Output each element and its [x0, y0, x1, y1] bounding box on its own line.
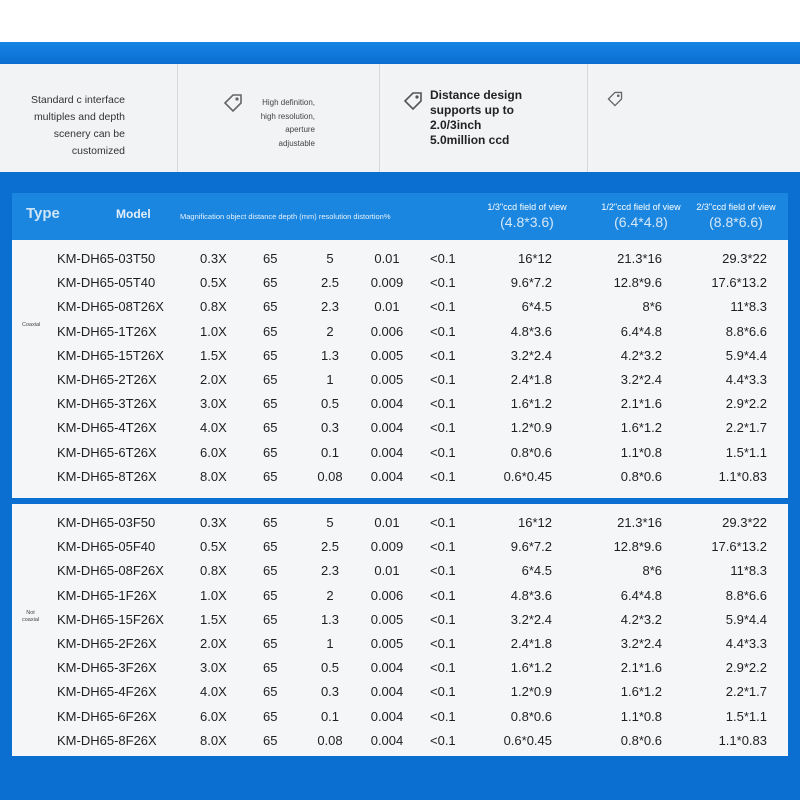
table-row	[12, 368, 788, 392]
distortion-cell: <0.1	[430, 372, 456, 387]
object-distance-cell: 65	[263, 563, 278, 579]
table-row	[12, 535, 788, 559]
distortion-cell: <0.1	[430, 708, 456, 724]
depth-cell: 2	[326, 323, 334, 339]
fov-1-2-cell: 1.1*0.8	[620, 444, 662, 460]
table-row	[12, 729, 788, 753]
table-row	[12, 344, 788, 368]
fov-2-3-cell: 29.3*22	[722, 251, 767, 266]
section-label: Not coaxial	[22, 610, 40, 623]
fov-1-2-cell: 1.1*0.8	[620, 708, 662, 724]
resolution-cell: 0.009	[370, 275, 404, 291]
fov-2-3-cell: 2.9*2.2	[725, 396, 767, 412]
resolution-cell: 0.006	[370, 323, 404, 339]
table-row	[12, 320, 788, 344]
fov-1-3-cell: 9.6*7.2	[510, 275, 552, 291]
header-fov-1-3-sub: (4.8*3.6)	[500, 214, 554, 230]
feature-resolution	[178, 64, 380, 172]
model-cell: KM-DH65-2F26X	[57, 636, 157, 651]
resolution-cell: 0.004	[370, 420, 404, 436]
object-distance-cell: 65	[263, 684, 278, 700]
model-cell: KM-DH65-08T26X	[57, 299, 164, 315]
fov-2-3-cell: 11*8.3	[730, 299, 767, 315]
fov-1-2-cell: 2.1*1.6	[620, 660, 662, 676]
resolution-cell: 0.004	[370, 660, 404, 676]
distortion-cell: <0.1	[430, 732, 456, 748]
object-distance-cell: 65	[263, 611, 278, 627]
header-fov-2-3-sub: (8.8*6.6)	[709, 214, 763, 230]
header-model: Model	[116, 207, 151, 221]
distortion-cell: <0.1	[430, 539, 456, 555]
magnification-cell: 2.0X	[200, 372, 227, 387]
header-fov-2-3	[680, 202, 792, 230]
header-fov-2-3-label: 2/3"ccd field of view	[696, 202, 776, 212]
table-row	[12, 584, 788, 608]
depth-cell: 0.5	[320, 396, 340, 412]
fov-2-3-cell: 2.2*1.7	[725, 684, 767, 700]
depth-cell: 2	[326, 587, 334, 603]
header-params: Magnification object distance depth (mm) resolution distortion%	[180, 212, 391, 221]
object-distance-cell: 65	[263, 660, 278, 676]
tag-icon	[402, 90, 424, 117]
resolution-cell: 0.01	[374, 515, 400, 530]
feature-extra-text: ... ... ... ... ... ...	[622, 89, 653, 128]
resolution-cell: 0.004	[370, 396, 404, 412]
fov-2-3-cell: 5.9*4.4	[725, 347, 767, 363]
model-cell: KM-DH65-08F26X	[57, 563, 164, 579]
magnification-cell: 1.0X	[200, 587, 227, 603]
fov-1-2-cell: 21.3*16	[617, 515, 662, 530]
distortion-cell: <0.1	[430, 611, 456, 627]
table-row	[12, 416, 788, 440]
fov-1-2-cell: 6.4*4.8	[620, 587, 662, 603]
depth-cell: 0.5	[320, 660, 340, 676]
distortion-cell: <0.1	[430, 347, 456, 363]
feature-extra	[588, 64, 800, 172]
fov-1-3-cell: 16*12	[518, 251, 552, 266]
magnification-cell: 0.5X	[200, 539, 227, 555]
depth-cell: 0.3	[320, 420, 340, 436]
magnification-cell: 3.0X	[200, 660, 227, 676]
feature-strip	[0, 64, 800, 172]
fov-1-2-cell: 1.6*1.2	[620, 684, 662, 700]
resolution-cell: 0.01	[374, 299, 400, 315]
distortion-cell: <0.1	[430, 420, 456, 436]
feature-distance-text: Distance design supports up to 2.0/3inch 5.0million ccd	[430, 88, 523, 147]
fov-1-3-cell: 4.8*3.6	[510, 587, 552, 603]
distortion-cell: <0.1	[430, 251, 456, 266]
fov-2-3-cell: 5.9*4.4	[725, 611, 767, 627]
fov-1-3-cell: 0.8*0.6	[510, 708, 552, 724]
model-cell: KM-DH65-15T26X	[57, 347, 164, 363]
resolution-cell: 0.005	[370, 611, 404, 627]
table-row	[12, 632, 788, 656]
object-distance-cell: 65	[263, 372, 278, 387]
fov-1-3-cell: 9.6*7.2	[510, 539, 552, 555]
fov-1-3-cell: 3.2*2.4	[510, 347, 552, 363]
distortion-cell: <0.1	[430, 587, 456, 603]
fov-2-3-cell: 8.8*6.6	[725, 587, 767, 603]
object-distance-cell: 65	[263, 636, 278, 651]
model-cell: KM-DH65-3F26X	[57, 660, 157, 676]
fov-2-3-cell: 1.5*1.1	[725, 708, 767, 724]
fov-2-3-cell: 2.2*1.7	[725, 420, 767, 436]
model-cell: KM-DH65-1F26X	[57, 587, 157, 603]
depth-cell: 0.08	[317, 732, 343, 748]
depth-cell: 2.5	[320, 539, 340, 555]
model-cell: KM-DH65-05F40	[57, 539, 156, 555]
table-row	[12, 608, 788, 632]
magnification-cell: 3.0X	[200, 396, 227, 412]
depth-cell: 1	[326, 636, 334, 651]
depth-cell: 0.3	[320, 684, 340, 700]
object-distance-cell: 65	[263, 732, 278, 748]
header-fov-1-3	[468, 202, 586, 230]
object-distance-cell: 65	[263, 275, 278, 291]
depth-cell: 0.08	[317, 468, 343, 484]
fov-2-3-cell: 17.6*13.2	[711, 539, 767, 555]
fov-1-2-cell: 8*6	[642, 563, 662, 579]
distortion-cell: <0.1	[430, 684, 456, 700]
depth-cell: 1.3	[320, 347, 340, 363]
depth-cell: 0.1	[320, 444, 340, 460]
table-row	[12, 247, 788, 271]
feature-interface	[0, 64, 178, 172]
distortion-cell: <0.1	[430, 323, 456, 339]
fov-2-3-cell: 29.3*22	[722, 515, 767, 530]
magnification-cell: 6.0X	[200, 708, 227, 724]
magnification-cell: 0.3X	[200, 515, 227, 530]
fov-1-2-cell: 3.2*2.4	[620, 372, 662, 387]
fov-2-3-cell: 2.9*2.2	[725, 660, 767, 676]
depth-cell: 1.3	[320, 611, 340, 627]
magnification-cell: 6.0X	[200, 444, 227, 460]
header-fov-1-2-label: 1/2"ccd field of view	[601, 202, 681, 212]
fov-1-3-cell: 1.6*1.2	[510, 396, 552, 412]
fov-1-2-cell: 8*6	[642, 299, 662, 315]
model-cell: KM-DH65-2T26X	[57, 372, 157, 387]
magnification-cell: 0.5X	[200, 275, 227, 291]
fov-1-2-cell: 12.8*9.6	[613, 539, 662, 555]
fov-1-2-cell: 12.8*9.6	[613, 275, 662, 291]
object-distance-cell: 65	[263, 251, 278, 266]
section-not-coaxial	[12, 504, 788, 756]
fov-2-3-cell: 4.4*3.3	[725, 636, 767, 651]
fov-1-3-cell: 0.6*0.45	[503, 732, 552, 748]
header-type: Type	[26, 205, 60, 222]
model-cell: KM-DH65-15F26X	[57, 611, 164, 627]
model-cell: KM-DH65-05T40	[57, 275, 156, 291]
resolution-cell: 0.009	[370, 539, 404, 555]
distortion-cell: <0.1	[430, 444, 456, 460]
header-fov-1-3-label: 1/3"ccd field of view	[487, 202, 567, 212]
fov-1-3-cell: 1.6*1.2	[510, 660, 552, 676]
fov-1-3-cell: 2.4*1.8	[510, 372, 552, 387]
feature-interface-text: Standard c interface multiples and depth scenery can be customized	[31, 94, 125, 157]
object-distance-cell: 65	[263, 323, 278, 339]
depth-cell: 2.5	[320, 275, 340, 291]
object-distance-cell: 65	[263, 539, 278, 555]
fov-1-2-cell: 0.8*0.6	[620, 468, 662, 484]
fov-1-3-cell: 4.8*3.6	[510, 323, 552, 339]
section-label: Coaxial	[22, 322, 41, 328]
object-distance-cell: 65	[263, 347, 278, 363]
table-row	[12, 271, 788, 295]
tag-icon	[222, 92, 244, 119]
distortion-cell: <0.1	[430, 396, 456, 412]
object-distance-cell: 65	[263, 587, 278, 603]
object-distance-cell: 65	[263, 708, 278, 724]
table-row	[12, 441, 788, 465]
fov-1-3-cell: 0.6*0.45	[503, 468, 552, 484]
fov-1-2-cell: 3.2*2.4	[620, 636, 662, 651]
depth-cell: 2.3	[320, 563, 340, 579]
magnification-cell: 1.0X	[200, 323, 227, 339]
table-header	[12, 193, 788, 240]
resolution-cell: 0.004	[370, 732, 404, 748]
fov-2-3-cell: 17.6*13.2	[711, 275, 767, 291]
depth-cell: 5	[326, 251, 334, 266]
magnification-cell: 1.5X	[200, 347, 227, 363]
fov-2-3-cell: 1.5*1.1	[725, 444, 767, 460]
fov-1-3-cell: 2.4*1.8	[510, 636, 552, 651]
model-cell: KM-DH65-3T26X	[57, 396, 157, 412]
bottom-band	[0, 756, 800, 800]
fov-2-3-cell: 11*8.3	[730, 563, 767, 579]
depth-cell: 5	[326, 515, 334, 530]
fov-1-3-cell: 6*4.5	[521, 563, 552, 579]
magnification-cell: 0.3X	[200, 251, 227, 266]
table-row	[12, 465, 788, 489]
magnification-cell: 4.0X	[200, 684, 227, 700]
model-cell: KM-DH65-8F26X	[57, 732, 157, 748]
distortion-cell: <0.1	[430, 468, 456, 484]
resolution-cell: 0.004	[370, 444, 404, 460]
distortion-cell: <0.1	[430, 660, 456, 676]
resolution-cell: 0.004	[370, 708, 404, 724]
top-band	[0, 0, 800, 22]
fov-1-3-cell: 6*4.5	[521, 299, 552, 315]
model-cell: KM-DH65-03F50	[57, 515, 156, 530]
distortion-cell: <0.1	[430, 515, 456, 530]
fov-1-3-cell: 1.2*0.9	[510, 684, 552, 700]
feature-distance	[380, 64, 588, 172]
depth-cell: 2.3	[320, 299, 340, 315]
magnification-cell: 8.0X	[200, 468, 227, 484]
resolution-cell: 0.01	[374, 563, 400, 579]
distortion-cell: <0.1	[430, 563, 456, 579]
model-cell: KM-DH65-6T26X	[57, 444, 157, 460]
resolution-cell: 0.005	[370, 636, 404, 651]
fov-2-3-cell: 8.8*6.6	[725, 323, 767, 339]
object-distance-cell: 65	[263, 468, 278, 484]
magnification-cell: 1.5X	[200, 611, 227, 627]
depth-cell: 0.1	[320, 708, 340, 724]
fov-1-3-cell: 16*12	[518, 515, 552, 530]
fov-1-2-cell: 1.6*1.2	[620, 420, 662, 436]
object-distance-cell: 65	[263, 396, 278, 412]
fov-1-2-cell: 4.2*3.2	[620, 611, 662, 627]
fov-2-3-cell: 4.4*3.3	[725, 372, 767, 387]
object-distance-cell: 65	[263, 299, 278, 315]
distortion-cell: <0.1	[430, 636, 456, 651]
model-cell: KM-DH65-4F26X	[57, 684, 157, 700]
fov-1-2-cell: 4.2*3.2	[620, 347, 662, 363]
fov-1-2-cell: 21.3*16	[617, 251, 662, 266]
table-row	[12, 656, 788, 680]
resolution-cell: 0.005	[370, 347, 404, 363]
model-cell: KM-DH65-1T26X	[57, 323, 157, 339]
object-distance-cell: 65	[263, 420, 278, 436]
resolution-cell: 0.005	[370, 372, 404, 387]
section-coaxial	[12, 240, 788, 498]
table-row	[12, 559, 788, 583]
fov-1-2-cell: 2.1*1.6	[620, 396, 662, 412]
magnification-cell: 2.0X	[200, 636, 227, 651]
fov-1-3-cell: 3.2*2.4	[510, 611, 552, 627]
model-cell: KM-DH65-4T26X	[57, 420, 157, 436]
magnification-cell: 4.0X	[200, 420, 227, 436]
table-row	[12, 295, 788, 319]
table-row	[12, 392, 788, 416]
table-row	[12, 705, 788, 729]
model-cell: KM-DH65-8T26X	[57, 468, 157, 484]
resolution-cell: 0.004	[370, 684, 404, 700]
model-cell: KM-DH65-03T50	[57, 251, 156, 266]
resolution-cell: 0.01	[374, 251, 400, 266]
fov-2-3-cell: 1.1*0.83	[718, 732, 767, 748]
magnification-cell: 8.0X	[200, 732, 227, 748]
resolution-cell: 0.004	[370, 468, 404, 484]
depth-cell: 1	[326, 372, 334, 387]
table-row	[12, 680, 788, 704]
fov-2-3-cell: 1.1*0.83	[718, 468, 767, 484]
object-distance-cell: 65	[263, 515, 278, 530]
fov-1-2-cell: 0.8*0.6	[620, 732, 662, 748]
model-cell: KM-DH65-6F26X	[57, 708, 157, 724]
fov-1-3-cell: 1.2*0.9	[510, 420, 552, 436]
magnification-cell: 0.8X	[200, 299, 227, 315]
table-row	[12, 511, 788, 535]
object-distance-cell: 65	[263, 444, 278, 460]
fov-1-2-cell: 6.4*4.8	[620, 323, 662, 339]
distortion-cell: <0.1	[430, 299, 456, 315]
feature-resolution-text: High definition, high resolution, aperture adjustable	[260, 98, 315, 148]
header-fov-1-2-sub: (6.4*4.8)	[614, 214, 668, 230]
magnification-cell: 0.8X	[200, 563, 227, 579]
distortion-cell: <0.1	[430, 275, 456, 291]
resolution-cell: 0.006	[370, 587, 404, 603]
fov-1-3-cell: 0.8*0.6	[510, 444, 552, 460]
